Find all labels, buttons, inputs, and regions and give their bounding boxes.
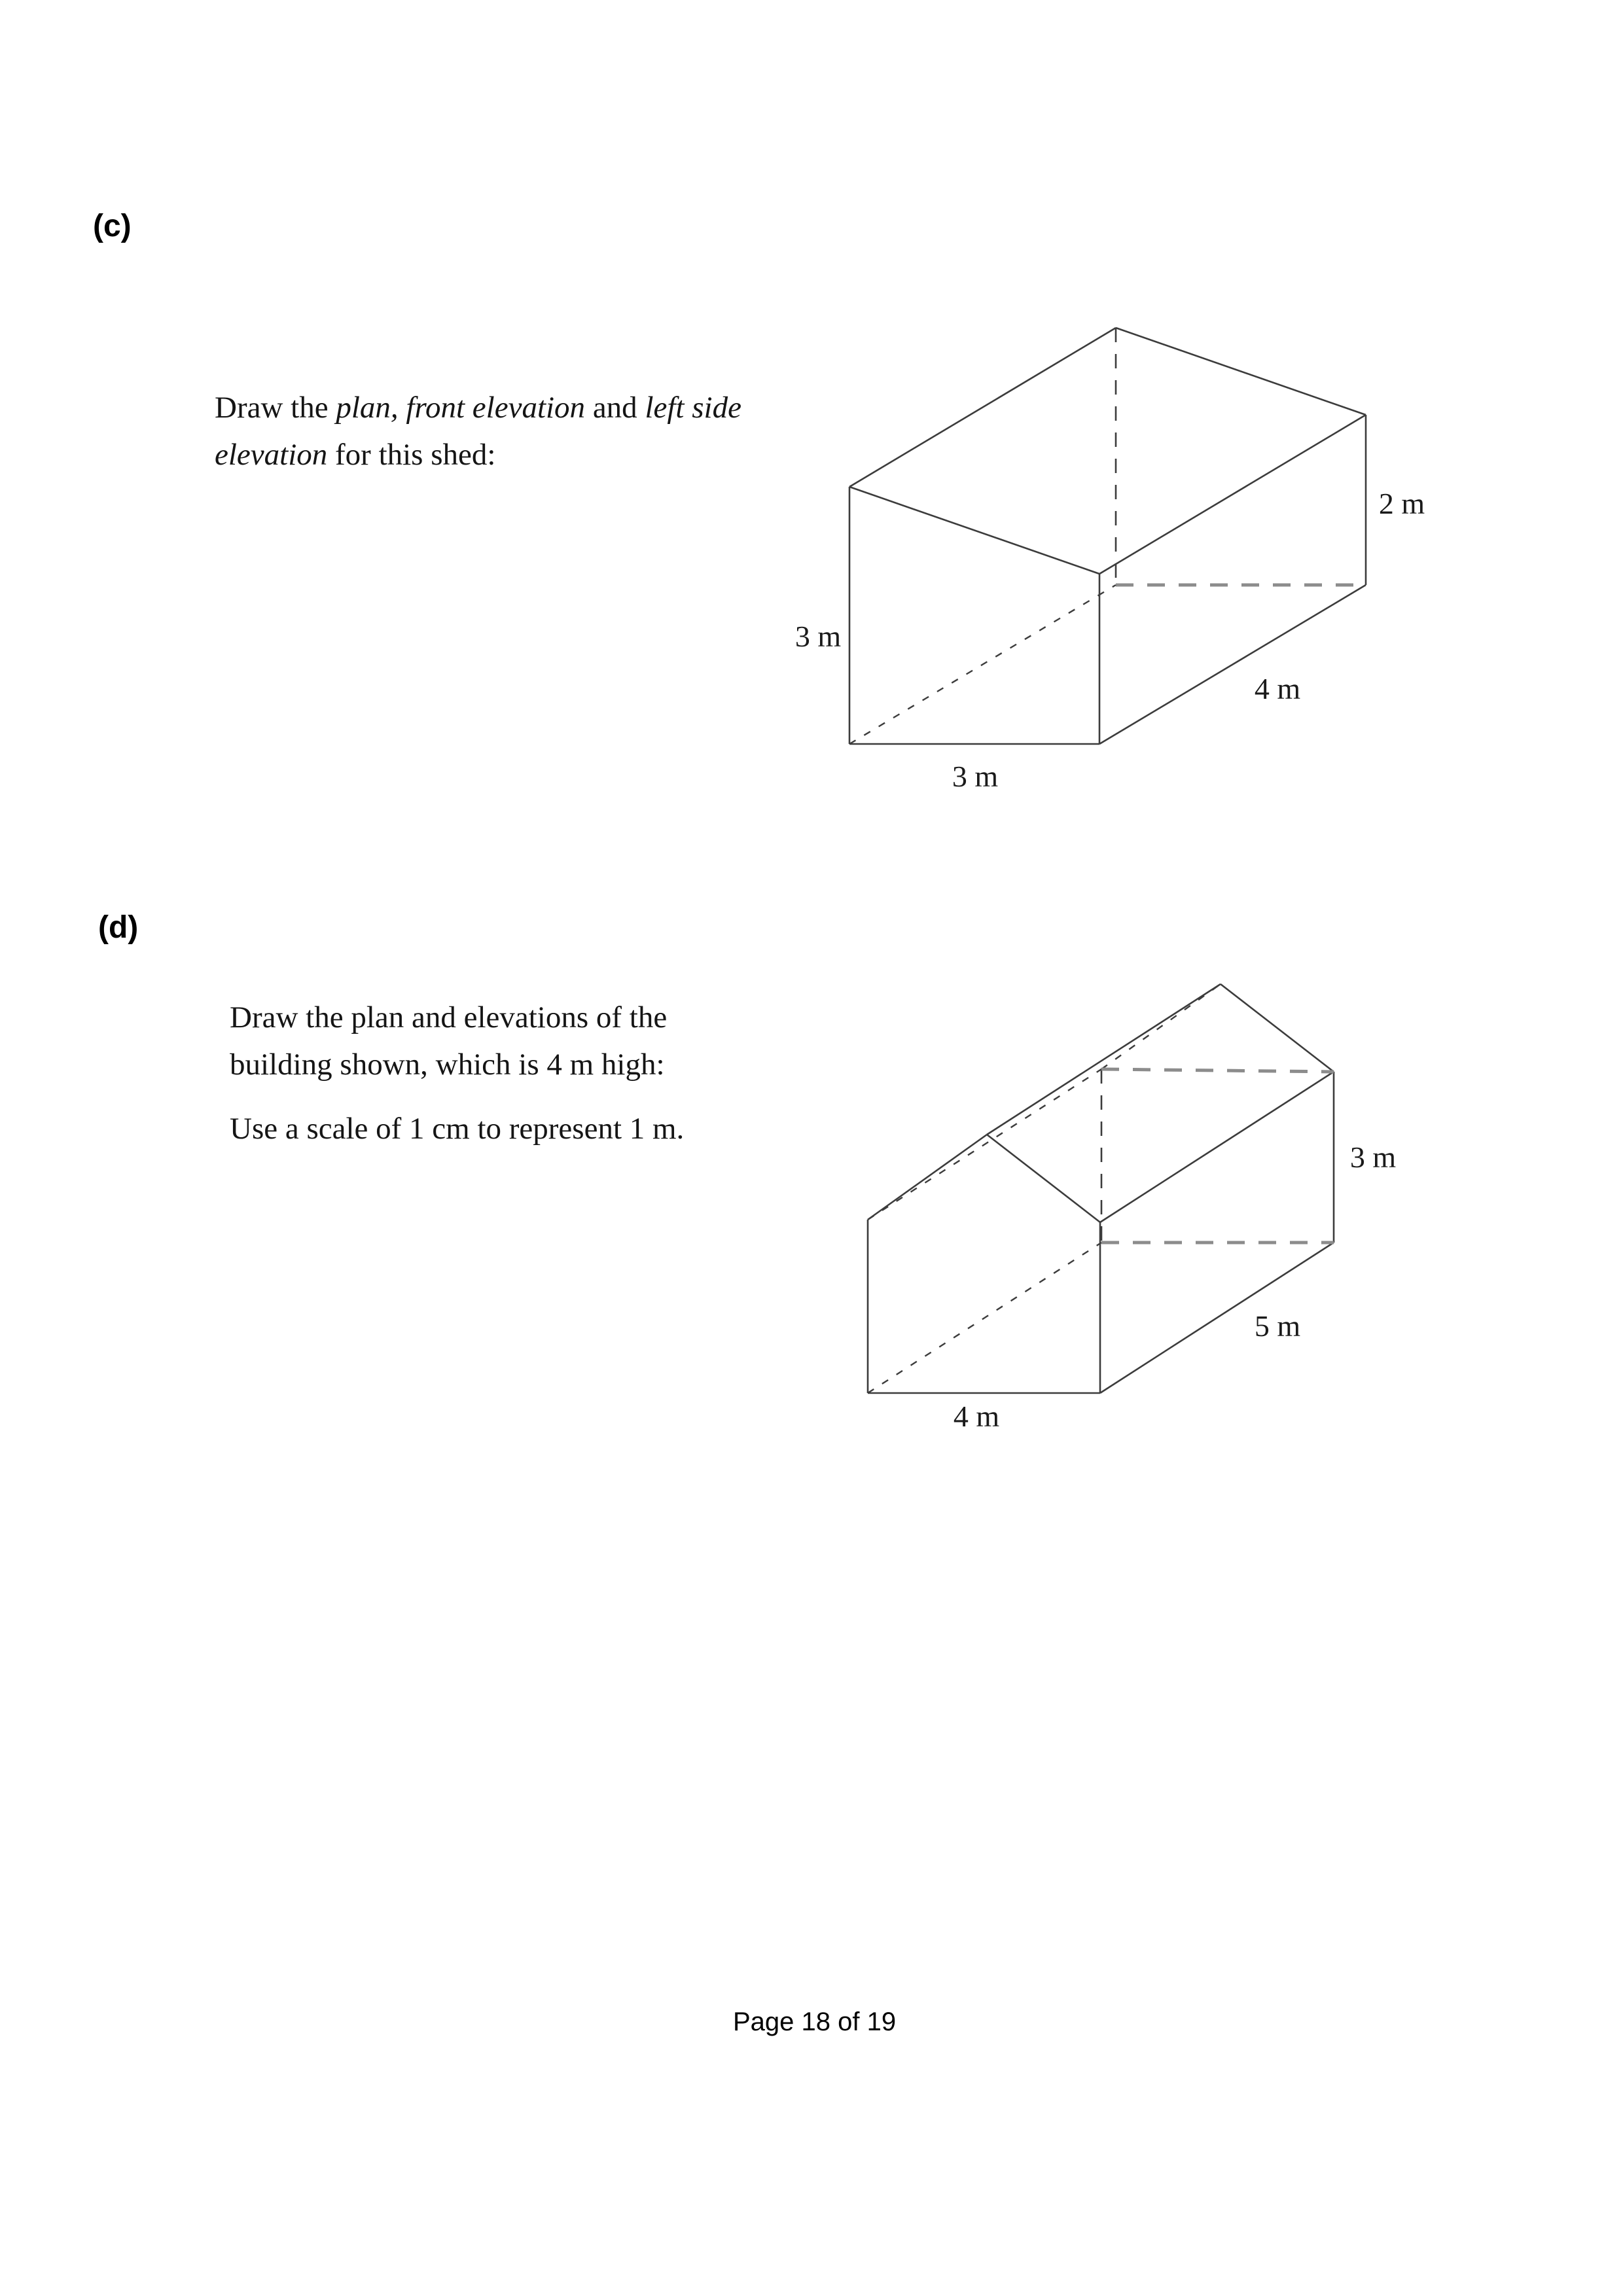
edge-hidden-back-wall-top — [1101, 1069, 1334, 1072]
dimension-label-depth: 5 m — [1254, 1309, 1301, 1343]
instruction-c-italic1: plan, front elevation — [336, 391, 586, 425]
section-c-label: (c) — [93, 209, 132, 243]
page-footer: Page 18 of 19 — [733, 2007, 897, 2036]
instruction-c-t2: and — [585, 391, 645, 425]
edge-roof-ridge — [987, 984, 1221, 1135]
shed-figure-c — [753, 275, 1472, 818]
dimension-label-height-right: 3 m — [1349, 1140, 1397, 1174]
edge-hidden-bottom-diagonal — [849, 585, 1116, 744]
edge-hidden-bottom-diagonal — [868, 1243, 1101, 1393]
instruction-c-italic2: left side — [645, 391, 741, 425]
instruction-c-italic3: elevation — [215, 438, 328, 472]
building-figure-d — [818, 929, 1420, 1472]
instruction-c-line1 — [215, 390, 741, 425]
dimension-label-depth: 4 m — [1254, 672, 1301, 705]
shed-c-dimension-labels — [795, 487, 1425, 793]
edge-hidden-back-roof-left — [1101, 984, 1221, 1069]
edge-back-roof — [1116, 328, 1366, 415]
dimension-label-height-left: 3 m — [794, 620, 842, 653]
instruction-d-line2: building shown, which is 4 m high: — [230, 1048, 665, 1082]
instruction-c-t3: for this shed: — [327, 438, 496, 472]
dimension-label-width-bottom: 3 m — [952, 760, 999, 793]
edge-right-wall-top-depth — [1100, 1072, 1334, 1222]
edge-bottom-right-depth — [1099, 585, 1366, 744]
edge-front-roof-left — [868, 1135, 987, 1220]
dimension-label-height-right: 2 m — [1378, 487, 1425, 520]
edge-left-roof-depth — [849, 328, 1116, 487]
instruction-c-line2 — [215, 437, 495, 472]
section-d-label: (d) — [98, 910, 139, 945]
building-d-dimension-labels — [954, 1140, 1397, 1433]
edge-front-roof — [849, 487, 1099, 574]
edge-back-roof-right — [1221, 984, 1334, 1072]
instruction-d-line3: Use a scale of 1 cm to represent 1 m. — [230, 1112, 685, 1146]
dimension-label-width-bottom: 4 m — [953, 1400, 1000, 1433]
edge-mid-depth — [1099, 415, 1366, 574]
edge-front-roof-right — [987, 1135, 1100, 1222]
instruction-d-line1: Draw the plan and elevations of the — [230, 1000, 668, 1034]
instruction-c-t1: Draw the — [215, 391, 336, 425]
